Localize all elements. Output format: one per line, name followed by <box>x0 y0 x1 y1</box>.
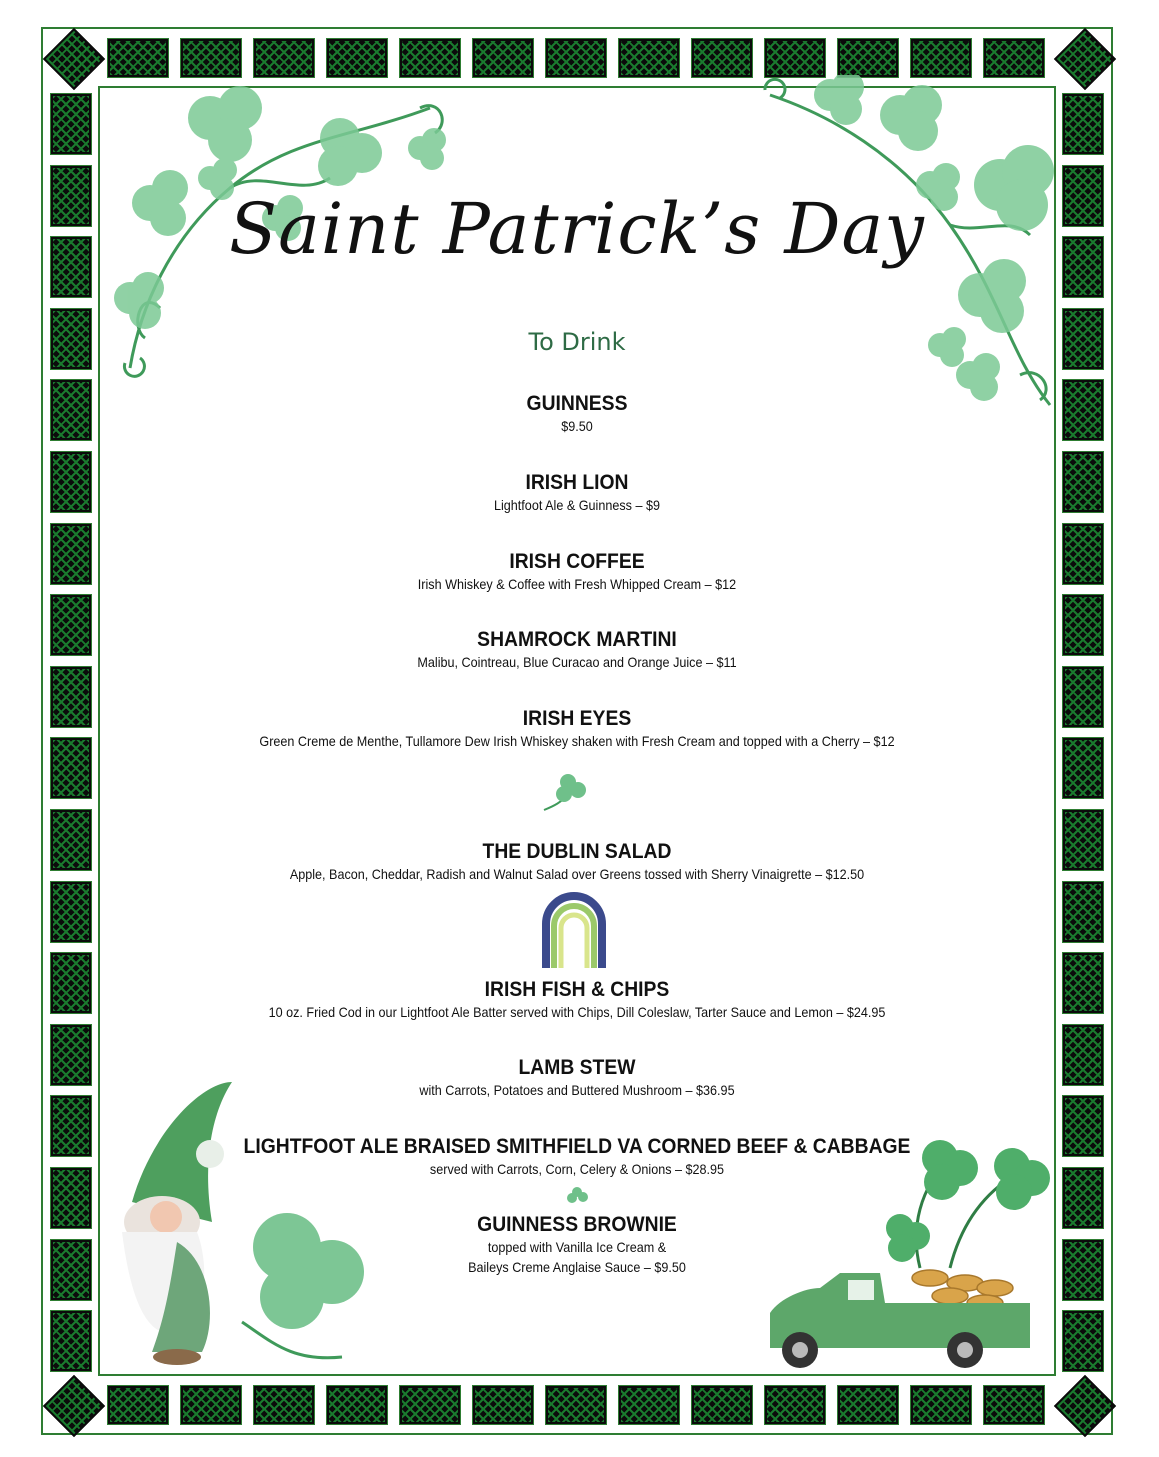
shamrock-icon <box>540 770 596 814</box>
menu-item-name: IRISH FISH & CHIPS <box>484 978 670 1001</box>
border-knot-tile <box>181 1386 241 1424</box>
border-knot-tile <box>51 738 91 798</box>
border-knot-tile <box>254 1386 314 1424</box>
border-knot-tile <box>51 667 91 727</box>
border-knot-tile <box>765 1386 825 1424</box>
border-knot-tile <box>51 595 91 655</box>
border-knot-tile <box>984 1386 1044 1424</box>
menu-item <box>100 628 1054 672</box>
border-knot-tile <box>1063 810 1103 870</box>
border-knot-tile <box>181 39 241 77</box>
border-knot-tile <box>1063 380 1103 440</box>
menu-item <box>100 840 1054 884</box>
border-knot-tile <box>1063 166 1103 226</box>
menu-item-desc: served with Carrots, Corn, Celery & Onions – $28.95 <box>429 1161 725 1177</box>
menu-item-desc: Irish Whiskey & Coffee with Fresh Whipped Cream – $12 <box>417 576 737 592</box>
menu-item <box>100 392 1054 436</box>
border-knot-tile <box>473 39 533 77</box>
menu-item-desc: with Carrots, Potatoes and Buttered Mushroom – $36.95 <box>419 1082 735 1098</box>
menu-item-desc: Green Creme de Menthe, Tullamore Dew Irish Whiskey shaken with Fresh Cream and topped with a Cherry – $12 <box>259 733 895 749</box>
menu-item-desc: Lightfoot Ale & Guinness – $9 <box>493 497 661 513</box>
border-knot-tile <box>51 237 91 297</box>
border-knot-tile <box>546 1386 606 1424</box>
menu-item-name: IRISH EYES <box>522 707 632 730</box>
border-knot-tile <box>619 39 679 77</box>
border-knot-tile <box>51 94 91 154</box>
border-knot-tile <box>1063 1025 1103 1085</box>
border-knot-tile <box>51 1311 91 1371</box>
border-knot-tile <box>400 39 460 77</box>
border-knot-tile <box>51 1168 91 1228</box>
border-knot-tile <box>765 39 825 77</box>
menu-item-name: GUINNESS BROWNIE <box>477 1213 677 1236</box>
border-knot-tile <box>51 452 91 512</box>
border-knot-tile <box>1063 524 1103 584</box>
border-knot-tile <box>254 39 314 77</box>
menu-item-desc: Malibu, Cointreau, Blue Curacao and Orange Juice – $11 <box>417 654 737 670</box>
menu-item-name: GUINNESS <box>526 392 628 415</box>
border-knot-tile <box>1063 1168 1103 1228</box>
border-knot-tile <box>51 1025 91 1085</box>
border-knot-tile <box>1063 1311 1103 1371</box>
border-knot-tile <box>51 380 91 440</box>
shamrock-small-icon <box>564 1186 590 1208</box>
menu-item <box>100 978 1054 1022</box>
border-knot-tile <box>1063 1240 1103 1300</box>
menu-item <box>100 471 1054 515</box>
border-knot-tile <box>1063 738 1103 798</box>
border-knot-tile <box>327 39 387 77</box>
border-knot-tile <box>1063 452 1103 512</box>
border-knot-tile <box>692 39 752 77</box>
border-knot-tile <box>108 1386 168 1424</box>
menu-item-desc: Baileys Creme Anglaise Sauce – $9.50 <box>468 1259 686 1275</box>
border-knot-tile <box>1063 953 1103 1013</box>
menu-item-name: IRISH LION <box>525 471 629 494</box>
border-knot-tile <box>108 39 168 77</box>
border-knot-tile <box>1063 882 1103 942</box>
border-knot-tile <box>692 1386 752 1424</box>
border-knot-tile <box>400 1386 460 1424</box>
menu-item-name: LAMB STEW <box>518 1056 636 1079</box>
border-knot-tile <box>619 1386 679 1424</box>
menu-item-desc: 10 oz. Fried Cod in our Lightfoot Ale Batter served with Chips, Dill Coleslaw, Tarter Sauce and Lemon – $24.95 <box>268 1004 886 1020</box>
border-knot-tile <box>1063 237 1103 297</box>
page-title: Saint Patrick’s Day <box>229 188 925 270</box>
border-knot-tile <box>838 39 898 77</box>
border-knot-tile <box>327 1386 387 1424</box>
menu-item-name: IRISH COFFEE <box>509 550 645 573</box>
menu-item-name: SHAMROCK MARTINI <box>477 628 677 651</box>
border-knot-tile <box>1063 667 1103 727</box>
menu-item-desc: Apple, Bacon, Cheddar, Radish and Walnut Salad over Greens tossed with Sherry Vinaigrette – $12.50 <box>289 866 865 882</box>
border-knot-tile <box>51 309 91 369</box>
truck-illustration <box>760 1138 1050 1374</box>
border-knot-tile <box>1063 1096 1103 1156</box>
menu-item-desc: topped with Vanilla Ice Cream & <box>487 1239 667 1255</box>
border-knot-tile <box>473 1386 533 1424</box>
menu-item-desc: $9.50 <box>561 418 593 434</box>
border-knot-tile <box>51 524 91 584</box>
border-knot-tile <box>838 1386 898 1424</box>
border-knot-tile <box>51 1096 91 1156</box>
border-knot-tile <box>51 882 91 942</box>
menu-item-name: LIGHTFOOT ALE BRAISED SMITHFIELD VA CORNED BEEF & CABBAGE <box>243 1135 911 1158</box>
menu-item <box>100 707 1054 751</box>
border-knot-tile <box>1063 94 1103 154</box>
menu-item <box>100 550 1054 594</box>
section-heading: To Drink <box>528 328 626 356</box>
border-knot-tile <box>911 39 971 77</box>
border-knot-tile <box>51 953 91 1013</box>
border-knot-tile <box>546 39 606 77</box>
border-knot-tile <box>911 1386 971 1424</box>
border-knot-tile <box>1063 309 1103 369</box>
rainbow-icon <box>540 888 608 970</box>
border-knot-tile <box>51 1240 91 1300</box>
gnome-illustration <box>92 1072 382 1372</box>
border-knot-tile <box>51 810 91 870</box>
border-knot-tile <box>984 39 1044 77</box>
border-knot-tile <box>51 166 91 226</box>
menu-item-name: THE DUBLIN SALAD <box>482 840 672 863</box>
border-knot-tile <box>1063 595 1103 655</box>
